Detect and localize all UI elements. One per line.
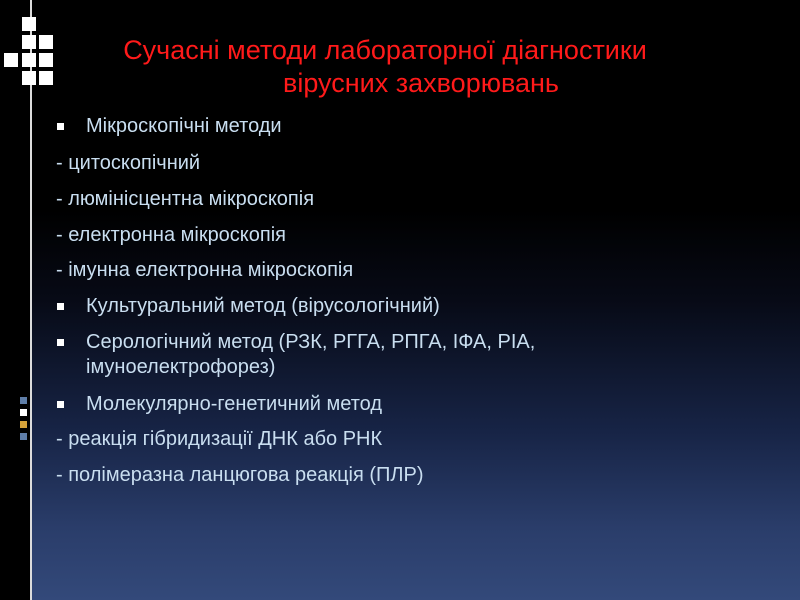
- deco-square: [4, 53, 18, 67]
- list-item: [56, 463, 776, 488]
- list-item: [56, 330, 776, 380]
- deco-square: [20, 409, 27, 416]
- title-line-1: Сучасні методи лабораторної діагностики: [123, 35, 647, 65]
- title-line-2: вірусних захворювань: [283, 68, 559, 98]
- deco-square: [22, 35, 36, 49]
- list-item-text: - люмінісцентна мікроскопія: [56, 188, 315, 210]
- left-rail: [0, 0, 32, 600]
- bullet-square-icon: [57, 123, 64, 130]
- list-item-text: - полімеразна ланцюгова реакція (ПЛР): [56, 464, 424, 486]
- list-item-text: - цитоскопічний: [56, 152, 201, 174]
- list-item: [56, 223, 776, 248]
- list-item: [56, 187, 776, 212]
- list-item: [56, 294, 776, 319]
- list-item-text: Культуральний метод (вірусологічний): [86, 295, 440, 317]
- deco-square: [22, 17, 36, 31]
- deco-square: [39, 71, 53, 85]
- deco-square: [20, 397, 27, 404]
- list-item: [56, 427, 776, 452]
- deco-square: [22, 71, 36, 85]
- list-item-text: - електронна мікроскопія: [56, 224, 287, 246]
- deco-square: [39, 35, 53, 49]
- list-item: [56, 114, 776, 139]
- list-item-text: Мікроскопічні методи: [86, 115, 282, 137]
- list-item: [56, 392, 776, 417]
- deco-square: [39, 53, 53, 67]
- list-item-text-line-2: імуноелектрофорез): [86, 356, 276, 378]
- list-item-text: - реакція гібридизації ДНК або РНК: [56, 428, 383, 450]
- deco-square: [20, 421, 27, 428]
- bullet-square-icon: [57, 339, 64, 346]
- bullet-square-icon: [57, 303, 64, 310]
- list-item: [56, 151, 776, 176]
- deco-square: [22, 53, 36, 67]
- bullet-square-icon: [57, 401, 64, 408]
- list-item-text-line-1: Серологічний метод (РЗК, РГГА, РПГА, ІФА, РІА,: [86, 331, 536, 353]
- rail-divider-line: [30, 0, 32, 600]
- list-item-text: Молекулярно-генетичний метод: [86, 393, 383, 415]
- slide-title: [80, 34, 690, 100]
- deco-square: [20, 433, 27, 440]
- list-item: [56, 258, 776, 283]
- list-item-text: - імунна електронна мікроскопія: [56, 259, 354, 281]
- slide-content: [56, 114, 776, 488]
